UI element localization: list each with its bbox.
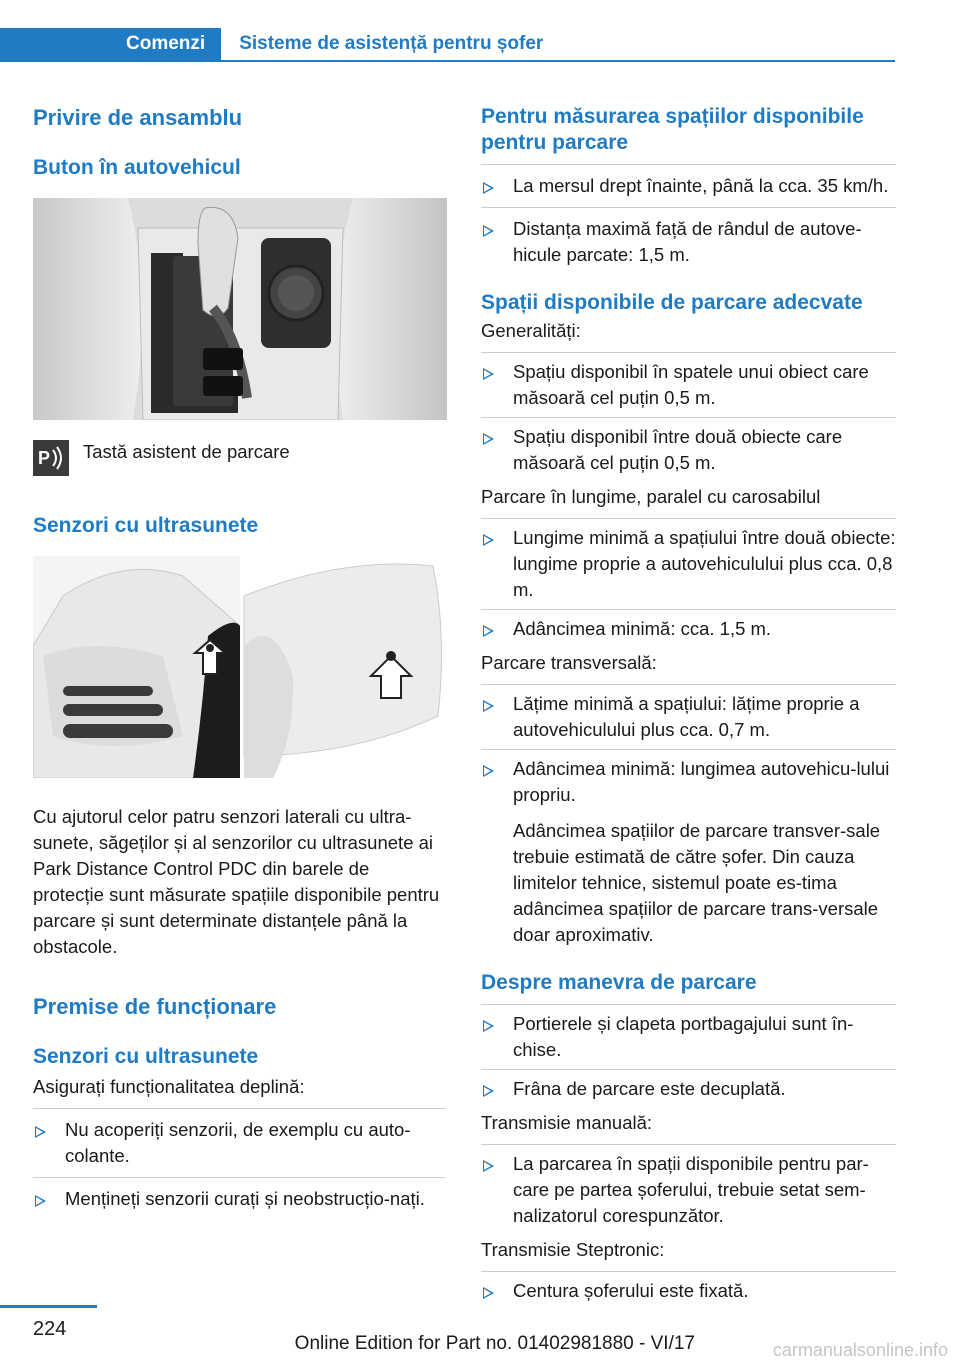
bullet-triangle-icon	[483, 1287, 494, 1299]
general-list	[481, 353, 896, 482]
maneuver-list	[481, 1005, 896, 1108]
heading-overview: Privire de ansamblu	[33, 105, 243, 130]
heading-suitable-spaces: Spații disponibile de parcare adecvate	[481, 291, 863, 314]
bullet-triangle-icon	[35, 1195, 46, 1207]
chapter-tabs	[0, 28, 561, 60]
heading-ultrasonic-sensors-2: Senzori cu ultrasunete	[33, 1045, 259, 1068]
sensors-paragraph: Cu ajutorul celor patru senzori laterali cu ultra‐sunete, săgeților și al senzorilor cu ultrasunete ai Park Distance Control PDC din barele de protecție sunt măsurate spațiile disponibile pentru parcare și sunt determinate distanțele până la obstacole.	[33, 806, 440, 957]
footer-divider	[0, 1305, 97, 1308]
heading-measure-spaces: Pentru măsurarea spațiilor disponibile pentru parcare	[481, 105, 864, 154]
heading-parking-maneuver: Despre manevra de parcare	[481, 971, 757, 994]
manual-label: Transmisie manuală:	[481, 1112, 653, 1133]
park-assist-icon	[33, 440, 69, 476]
svg-text:P: P	[38, 448, 51, 468]
steptronic-label: Transmisie Steptronic:	[481, 1239, 665, 1260]
bullet-triangle-icon	[483, 1160, 494, 1172]
left-column	[33, 100, 445, 1220]
bullet-triangle-icon	[483, 368, 494, 380]
page-number: 224	[33, 1318, 67, 1340]
list-item: Distanța maximă față de rândul de autove‐hicule parcate: 1,5 m.	[481, 208, 896, 276]
list-item: Lungime minimă a spațiului între două obiecte: lungime proprie a autovehiculului plus cca. 0,8 m.	[481, 519, 896, 610]
bullet-triangle-icon	[483, 182, 494, 194]
list-item: Adâncimea minimă: cca. 1,5 m.	[481, 610, 896, 648]
steptronic-list	[481, 1272, 896, 1310]
button-legend	[33, 440, 445, 476]
console-photo	[33, 198, 447, 420]
bullet-triangle-icon	[483, 625, 494, 637]
bumper-sensors-illustration	[33, 556, 447, 778]
heading-ultrasonic-sensors: Senzori cu ultrasunete	[33, 514, 259, 537]
measure-list	[481, 165, 896, 276]
bullet-triangle-icon	[483, 1085, 494, 1097]
transverse-list	[481, 685, 896, 814]
list-item: Adâncimea minimă: lungimea autovehicu‐lului propriu.	[481, 750, 896, 814]
bullet-triangle-icon	[483, 433, 494, 445]
heading-prerequisites: Premise de funcționare	[33, 994, 277, 1019]
manual-list	[481, 1145, 896, 1235]
parallel-label: Parcare în lungime, paralel cu carosabilul	[481, 486, 821, 507]
list-item: Frâna de parcare este decuplată.	[481, 1070, 896, 1108]
parallel-list	[481, 519, 896, 648]
tab-driver-assistance[interactable]: Sisteme de asistență pentru șofer	[239, 33, 544, 54]
bullet-triangle-icon	[483, 225, 494, 237]
bullet-triangle-icon	[35, 1126, 46, 1138]
bullet-triangle-icon	[483, 700, 494, 712]
ensure-text: Asigurați funcționalitatea deplină:	[33, 1076, 305, 1097]
watermark: carmanualsonline.info	[772, 1340, 948, 1360]
bumper-photo	[33, 556, 447, 778]
list-item: La mersul drept înainte, până la cca. 35 km/h.	[481, 165, 896, 208]
right-column	[481, 100, 896, 1310]
edition-text: Online Edition for Part no. 01402981880 - VI/17	[294, 1333, 695, 1354]
header-divider	[0, 60, 895, 62]
heading-button-in-vehicle: Buton în autovehicul	[33, 156, 241, 179]
list-item: La parcarea în spații disponibile pentru par‐care pe partea șoferului, trebuie setat sem‐nalizatorul corespunzător.	[481, 1145, 896, 1235]
list-item: Portierele și clapeta portbagajului sunt în‐chise.	[481, 1005, 896, 1070]
general-label: Generalități:	[481, 320, 581, 341]
list-item: Mențineți senzorii curați și neobstrucțio‐nați.	[33, 1178, 445, 1220]
button-caption: Tastă asistent de parcare	[83, 441, 290, 462]
ensure-list	[33, 1109, 445, 1220]
bullet-triangle-icon	[483, 534, 494, 546]
list-item: Nu acoperiți senzorii, de exemplu cu auto‐colante.	[33, 1109, 445, 1178]
transverse-label: Parcare transversală:	[481, 652, 657, 673]
center-console-illustration	[33, 198, 447, 420]
list-item: Spațiu disponibil între două obiecte care măsoară cel puțin 0,5 m.	[481, 418, 896, 482]
bullet-triangle-icon	[483, 765, 494, 777]
list-item: Centura șoferului este fixată.	[481, 1272, 896, 1310]
transverse-note: Adâncimea spațiilor de parcare transver‐sale trebuie estimată de către șofer. Din cauza limitelor tehnice, sistemul poate es‐tima adâncimea spațiilor de parcare trans‐versale doar aproximativ.	[513, 820, 881, 945]
list-item: Lățime minimă a spațiului: lățime proprie a autovehiculului plus cca. 0,7 m.	[481, 685, 896, 750]
bullet-triangle-icon	[483, 1020, 494, 1032]
list-item: Spațiu disponibil în spatele unui obiect care măsoară cel puțin 0,5 m.	[481, 353, 896, 418]
tab-comenzi[interactable]: Comenzi	[0, 28, 221, 60]
